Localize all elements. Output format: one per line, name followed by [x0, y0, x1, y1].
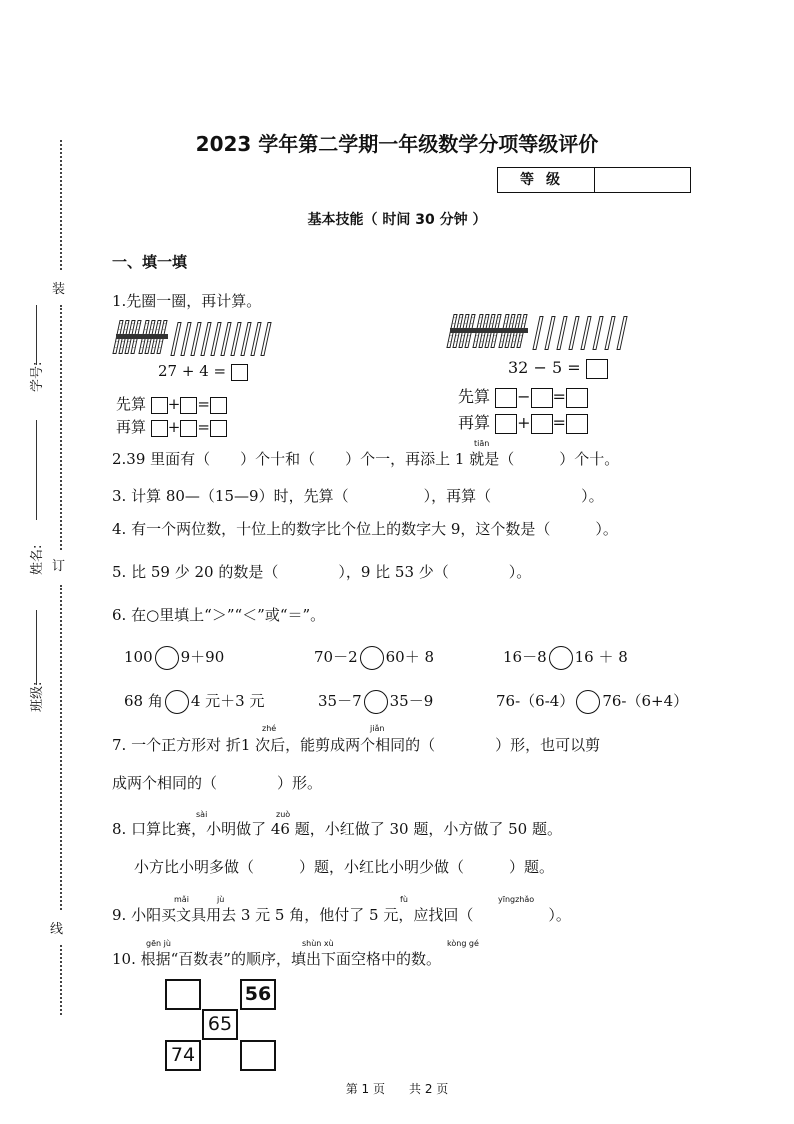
grade-box — [497, 167, 691, 193]
q1-right-then-row: 再算 + = — [458, 410, 588, 434]
q6-row2: 76-（6-4） 76-（6+4） — [496, 690, 688, 714]
q6-row1: 70－2 60＋ 8 — [314, 646, 434, 670]
section-heading: 一、填一填 — [112, 253, 188, 271]
compare-circle[interactable] — [360, 646, 384, 670]
answer-box[interactable] — [531, 414, 553, 434]
pinyin-tian: tiān — [474, 439, 490, 448]
pinyin-kongge: kòng gé — [447, 939, 479, 948]
stick-bundle — [476, 314, 500, 350]
answer-box[interactable] — [531, 388, 553, 408]
compare-circle[interactable] — [155, 646, 179, 670]
first-label: 先算 — [458, 387, 491, 406]
stick-bundle — [142, 320, 166, 356]
compare-circle[interactable] — [576, 690, 600, 714]
number-cell: 74 — [165, 1040, 201, 1071]
q1-right-equation — [508, 358, 608, 379]
pinyin-zuo: zuò — [276, 810, 291, 819]
then-label: 再算 — [116, 418, 147, 436]
q3-text: 3. 计算 80—（15—9）时，先算（ ），再算（ ）。 — [112, 487, 604, 505]
pinyin-genju: gēn jù — [146, 939, 171, 948]
then-label: 再算 — [458, 413, 491, 432]
blank-cell[interactable] — [240, 1040, 276, 1071]
answer-box[interactable] — [180, 420, 197, 437]
pinyin-mai: mǎi — [174, 895, 189, 904]
q10-text: 10. 根据“百数表”的顺序，填出下面空格中的数。 — [112, 950, 441, 968]
pinyin-yingzhao: yīngzhǎo — [498, 895, 535, 904]
q2-text: 2.39 里面有（ ）个十和（ ）个一，再添上 1 就是（ ）个十。 — [112, 450, 620, 468]
page-title: 2023 学年第二学期一年级数学分项等级评价 — [195, 132, 599, 156]
compare-circle[interactable] — [165, 690, 189, 714]
number-cell: 56 — [240, 979, 276, 1010]
blank-cell[interactable] — [165, 979, 201, 1010]
student-no-label: 学号: — [30, 361, 45, 392]
answer-box[interactable] — [210, 397, 227, 414]
answer-box[interactable] — [495, 414, 517, 434]
pinyin-sai: sài — [196, 810, 208, 819]
subtitle: 基本技能（ 时间 30 分钟 ） — [307, 212, 487, 228]
q4-text: 4. 有一个两位数，十位上的数字比个位上的数字大 9，这个数是（ ）。 — [112, 520, 618, 538]
binding-line-mid — [60, 305, 62, 550]
q6-stem: 6. 在○里填上“＞”“＜”或“＝”。 — [112, 606, 326, 624]
binding-line-top — [60, 140, 62, 270]
name-label: 姓名: — [30, 544, 45, 575]
grade-value-field[interactable] — [595, 168, 690, 192]
stick-bundle — [502, 314, 526, 350]
left-stick-illustration — [116, 320, 276, 360]
q6-row2: 35－7 35－9 — [318, 690, 433, 714]
q7-line2: 成两个相同的（ ）形。 — [112, 774, 323, 792]
pinyin-shunxu: shùn xù — [302, 939, 334, 948]
answer-box[interactable] — [495, 388, 517, 408]
q1-right-expression: 32 − 5 = — [508, 358, 581, 377]
q6-row2: 68 角 4 元＋3 元 — [124, 690, 264, 714]
answer-box[interactable] — [151, 397, 168, 414]
class-line — [36, 610, 37, 685]
binding-line-bottom — [60, 945, 62, 1015]
answer-box[interactable] — [566, 414, 588, 434]
pinyin-ju: jù — [217, 895, 225, 904]
q1-left-equation — [158, 362, 248, 381]
pinyin-fu: fù — [400, 895, 408, 904]
right-stick-illustration — [450, 314, 640, 358]
answer-box[interactable] — [586, 359, 608, 379]
compare-circle[interactable] — [364, 690, 388, 714]
answer-box[interactable] — [180, 397, 197, 414]
q1-right-first-row: 先算 − = — [458, 384, 588, 408]
stick-bundle — [116, 320, 140, 356]
q1-stem: 1.先圈一圈，再计算。 — [112, 292, 262, 310]
q6-row1: 100 9＋90 — [124, 646, 224, 670]
class-label: 班级: — [30, 681, 45, 712]
q8-line2: 小方比小明多做（ ）题，小红比小明少做（ ）题。 — [134, 858, 555, 876]
answer-box[interactable] — [566, 388, 588, 408]
grade-label: 等级 — [498, 168, 595, 192]
student-no-line — [36, 305, 37, 365]
binding-zhuang: 装 — [52, 282, 66, 297]
binding-xian: 线 — [50, 922, 64, 937]
q8-line1: 8. 口算比赛，小明做了 46 题，小红做了 30 题，小方做了 50 题。 — [112, 820, 562, 838]
q7-line1: 7. 一个正方形对 折1 次后，能剪成两个相同的（ ）形，也可以剪 — [112, 736, 601, 754]
pinyin-jian: jiǎn — [370, 724, 385, 733]
first-label: 先算 — [116, 395, 147, 413]
compare-circle[interactable] — [549, 646, 573, 670]
q1-left-first-row: 先算 + = — [116, 393, 227, 414]
answer-box[interactable] — [151, 420, 168, 437]
stick-bundle — [450, 314, 474, 350]
pinyin-zhe: zhé — [262, 724, 277, 733]
q6-row1: 16－8 16 ＋ 8 — [503, 646, 628, 670]
answer-box[interactable] — [231, 364, 248, 381]
binding-line-low — [60, 585, 62, 910]
answer-box[interactable] — [210, 420, 227, 437]
number-cell: 65 — [202, 1009, 238, 1040]
q5-text: 5. 比 59 少 20 的数是（ ），9 比 53 少（ ）。 — [112, 563, 532, 581]
binding-ding: 订 — [52, 559, 66, 574]
name-line — [36, 420, 37, 520]
q1-left-expression: 27 + 4 = — [158, 362, 227, 380]
q9-text: 9. 小阳买文具用去 3 元 5 角，他付了 5 元，应找回（ ）。 — [112, 906, 571, 924]
q1-left-then-row: 再算 + = — [116, 416, 227, 437]
page-footer: 第 1 页 共 2 页 — [345, 1082, 449, 1096]
